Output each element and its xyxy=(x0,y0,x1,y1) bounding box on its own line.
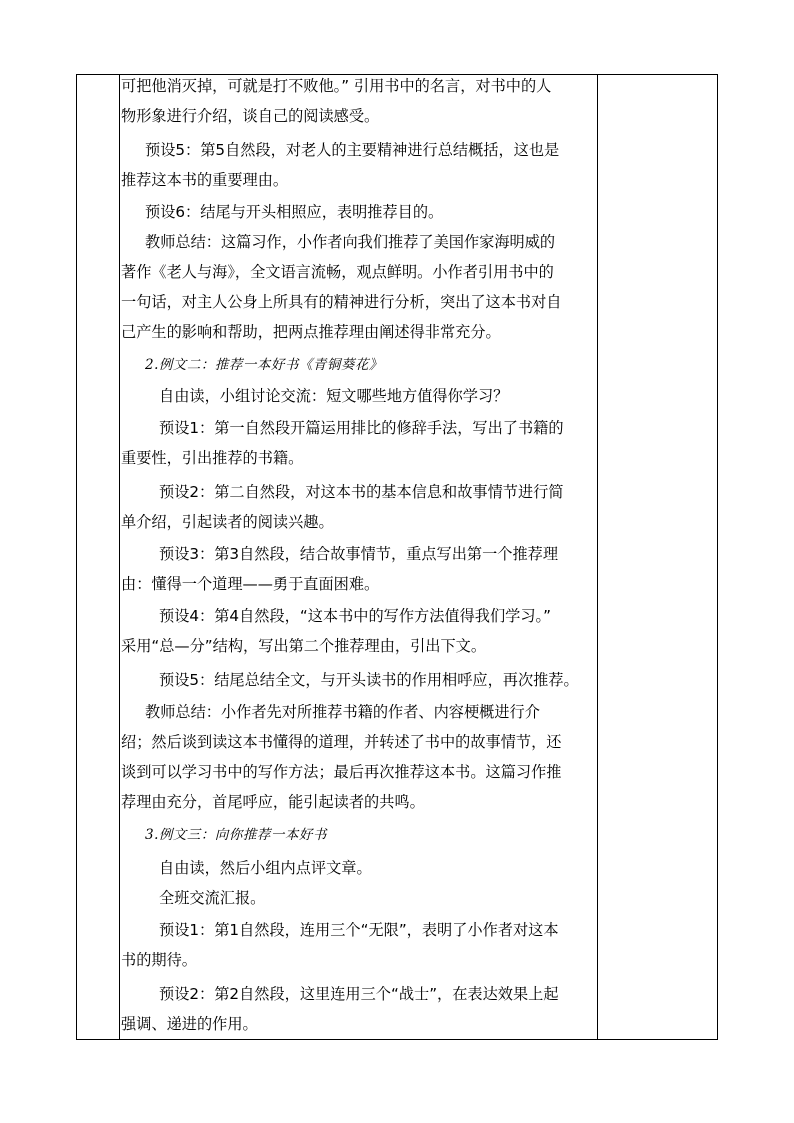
text-line: 预设2：第2自然段，这里连用三个“战士”，在表达效果上起 xyxy=(159,985,559,1003)
section-heading: 3.例文三：向你推荐一本好书 xyxy=(145,827,327,843)
text-line: 采用“总—分”结构，写出第二个推荐理由，引出下文。 xyxy=(121,637,487,655)
text-line: 自由读，然后小组内点评文章。 xyxy=(159,859,372,877)
text-line: 绍；然后谈到读这本书懂得的道理，并转述了书中的故事情节，还 xyxy=(121,733,562,751)
text-line: 预设5：第5自然段，对老人的主要精神进行总结概括，这也是 xyxy=(145,141,560,159)
text-line: 教师总结：这篇习作，小作者向我们推荐了美国作家海明威的 xyxy=(145,233,556,251)
text-line: 预设4：第4自然段，“这本书中的写作方法值得我们学习。” xyxy=(159,607,551,625)
text-line: 预设1：第1自然段，连用三个“无限”，表明了小作者对这本 xyxy=(159,921,559,939)
text-line: 单介绍，引起读者的阅读兴趣。 xyxy=(121,513,334,531)
section-heading: 2.例文二：推荐一本好书《青铜葵花》 xyxy=(145,357,383,373)
text-line: 重要性，引出推荐的书籍。 xyxy=(121,449,304,467)
text-line: 强调、递进的作用。 xyxy=(121,1015,258,1033)
text-line: 己产生的影响和帮助，把两点推荐理由阐述得非常充分。 xyxy=(121,323,501,341)
text-line: 谈到可以学习书中的写作方法；最后再次推荐这本书。这篇习作推 xyxy=(121,763,562,781)
text-line: 推荐这本书的重要理由。 xyxy=(121,171,289,189)
text-line: 自由读，小组讨论交流：短文哪些地方值得你学习？ xyxy=(159,387,509,405)
text-line: 预设3：第3自然段，结合故事情节，重点写出第一个推荐理 xyxy=(159,545,559,563)
text-line: 可把他消灭掉，可就是打不败他。” 引用书中的名言，对书中的人 xyxy=(121,77,552,95)
text-line: 预设2：第二自然段，对这本书的基本信息和故事情节进行简 xyxy=(159,483,564,501)
text-line: 预设5：结尾总结全文，与开头读书的作用相呼应，再次推荐。 xyxy=(159,671,579,689)
text-line: 教师总结：小作者先对所推荐书籍的作者、内容梗概进行介 xyxy=(145,703,540,721)
text-line: 著作《老人与海》，全文语言流畅，观点鲜明。小作者引用书中的 xyxy=(121,263,554,281)
text-line: 全班交流汇报。 xyxy=(159,889,266,907)
text-line: 一句话，对主人公身上所具有的精神进行分析，突出了这本书对自 xyxy=(121,293,562,311)
text-line: 物形象进行介绍，谈自己的阅读感受。 xyxy=(121,107,380,125)
text-line: 由：懂得一个道理——勇于直面困难。 xyxy=(121,575,380,593)
text-line: 预设1：第一自然段开篇运用排比的修辞手法，写出了书籍的 xyxy=(159,419,564,437)
text-line: 预设6：结尾与开头相照应，表明推荐目的。 xyxy=(145,203,444,221)
right-column-divider xyxy=(597,75,598,1039)
text-line: 荐理由充分，首尾呼应，能引起读者的共鸣。 xyxy=(121,793,425,811)
left-column-divider xyxy=(119,75,120,1039)
text-line: 书的期待。 xyxy=(121,951,197,969)
